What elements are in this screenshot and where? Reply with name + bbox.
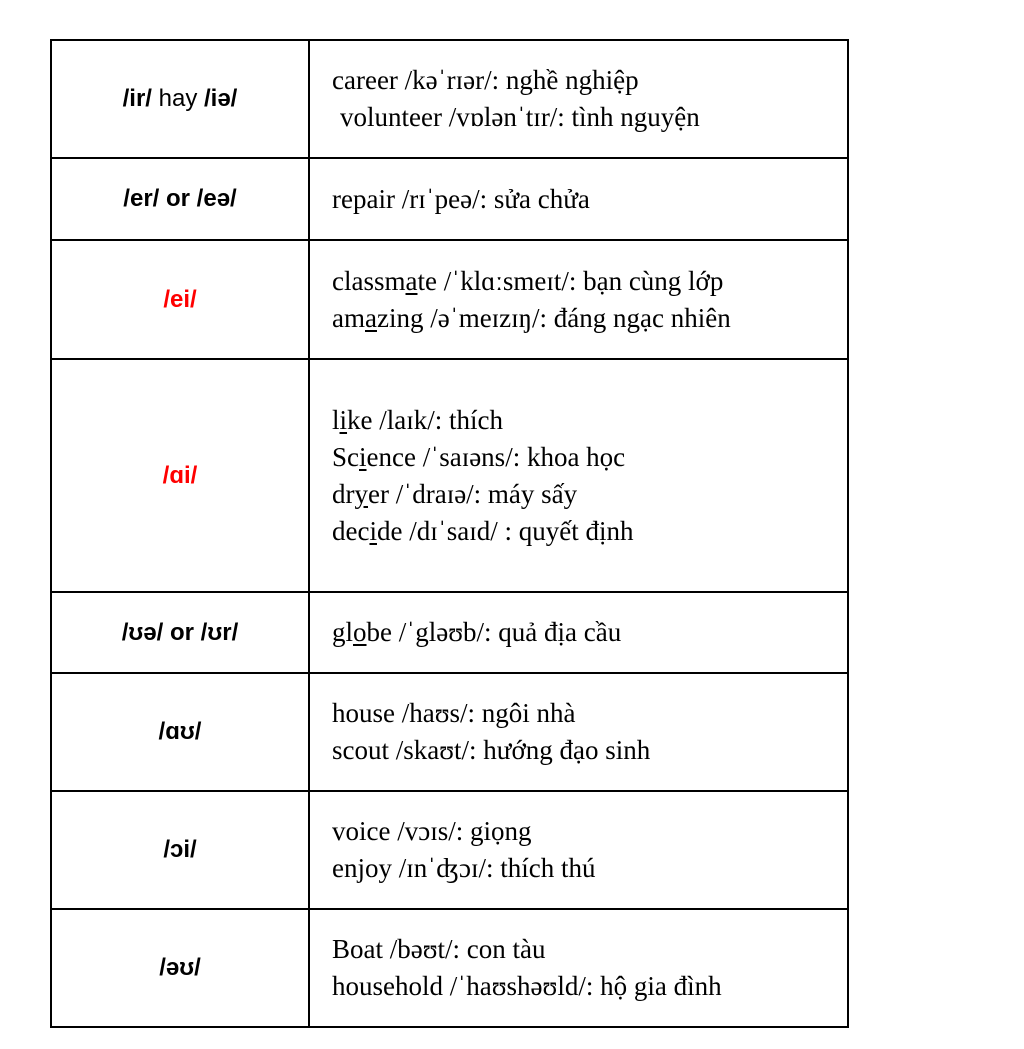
vowel-symbol-cell (51, 791, 309, 909)
connector-text: hay (151, 85, 204, 112)
connector-text: or (159, 185, 197, 212)
vowel-symbol: /ir/ (122, 85, 152, 112)
vowel-symbol-cell (51, 158, 309, 240)
vowel-symbol-cell (51, 909, 309, 1027)
table-row (51, 909, 848, 1027)
examples-cell (309, 673, 848, 791)
example-line: dryer /ˈdraɪə/: máy sấy (332, 478, 578, 509)
vowel-symbol-cell (51, 592, 309, 673)
table-row (51, 240, 848, 359)
vowel-symbol: /ʊə/ (121, 618, 164, 646)
example-line: repair /rɪˈpeə/: sửa chửa (332, 183, 590, 214)
examples-cell (309, 40, 848, 158)
examples-cell (309, 240, 848, 359)
vowel-symbol: /ei/ (163, 285, 197, 313)
example-line: volunteer /vɒlənˈtɪr/: tình nguyện (340, 102, 700, 132)
example-line: classmate /ˈklɑːsmeɪt/: bạn cùng lớp (332, 265, 724, 296)
table-row (51, 40, 848, 158)
examples-cell (309, 791, 848, 909)
vowel-symbol: /iə/ (204, 85, 238, 112)
examples-cell (309, 158, 848, 240)
vowel-symbol: /er/ (123, 185, 160, 212)
example-line: scout /skaʊt/: hướng đạo sinh (332, 735, 651, 765)
examples-cell (309, 359, 848, 592)
example-line: career /kəˈrɪər/: nghề nghiệp (332, 65, 639, 95)
table-row (51, 673, 848, 791)
example-line: decide /dɪˈsaɪd/ : quyết định (332, 515, 634, 546)
vowel-symbol: /eə/ (196, 185, 237, 212)
table-row (51, 158, 848, 240)
example-line: household /ˈhaʊshəʊld/: hộ gia đình (332, 971, 722, 1001)
vowel-symbol: /ɑʊ/ (158, 718, 202, 745)
example-line: amazing /əˈmeɪzɪŋ/: đáng ngạc nhiên (332, 302, 731, 333)
example-line: Science /ˈsaɪəns/: khoa học (332, 441, 626, 472)
examples-cell (309, 909, 848, 1027)
example-line: Boat /bəʊt/: con tàu (332, 934, 546, 964)
example-line: globe /ˈgləʊb/: quả địa cầu (332, 617, 622, 647)
table-row (51, 592, 848, 673)
vowel-symbol: /ɑi/ (162, 461, 198, 489)
phonetics-table (50, 39, 849, 1028)
connector-text: or (163, 618, 201, 646)
example-line: voice /vɔɪs/: giọng (332, 816, 532, 846)
example-line: enjoy /ɪnˈʤɔɪ/: thích thú (332, 853, 596, 883)
vowel-symbol-cell (51, 673, 309, 791)
vowel-symbol-cell (51, 40, 309, 158)
example-line: house /haʊs/: ngôi nhà (332, 698, 576, 728)
vowel-symbol-cell (51, 359, 309, 592)
examples-cell (309, 592, 848, 673)
vowel-symbol: /əʊ/ (159, 954, 201, 981)
example-line: like /laɪk/: thích (332, 404, 503, 435)
table-row (51, 791, 848, 909)
vowel-symbol-cell (51, 240, 309, 359)
vowel-symbol: /ɔi/ (163, 836, 197, 863)
table-row (51, 359, 848, 592)
vowel-symbol: /ʊr/ (200, 618, 239, 646)
